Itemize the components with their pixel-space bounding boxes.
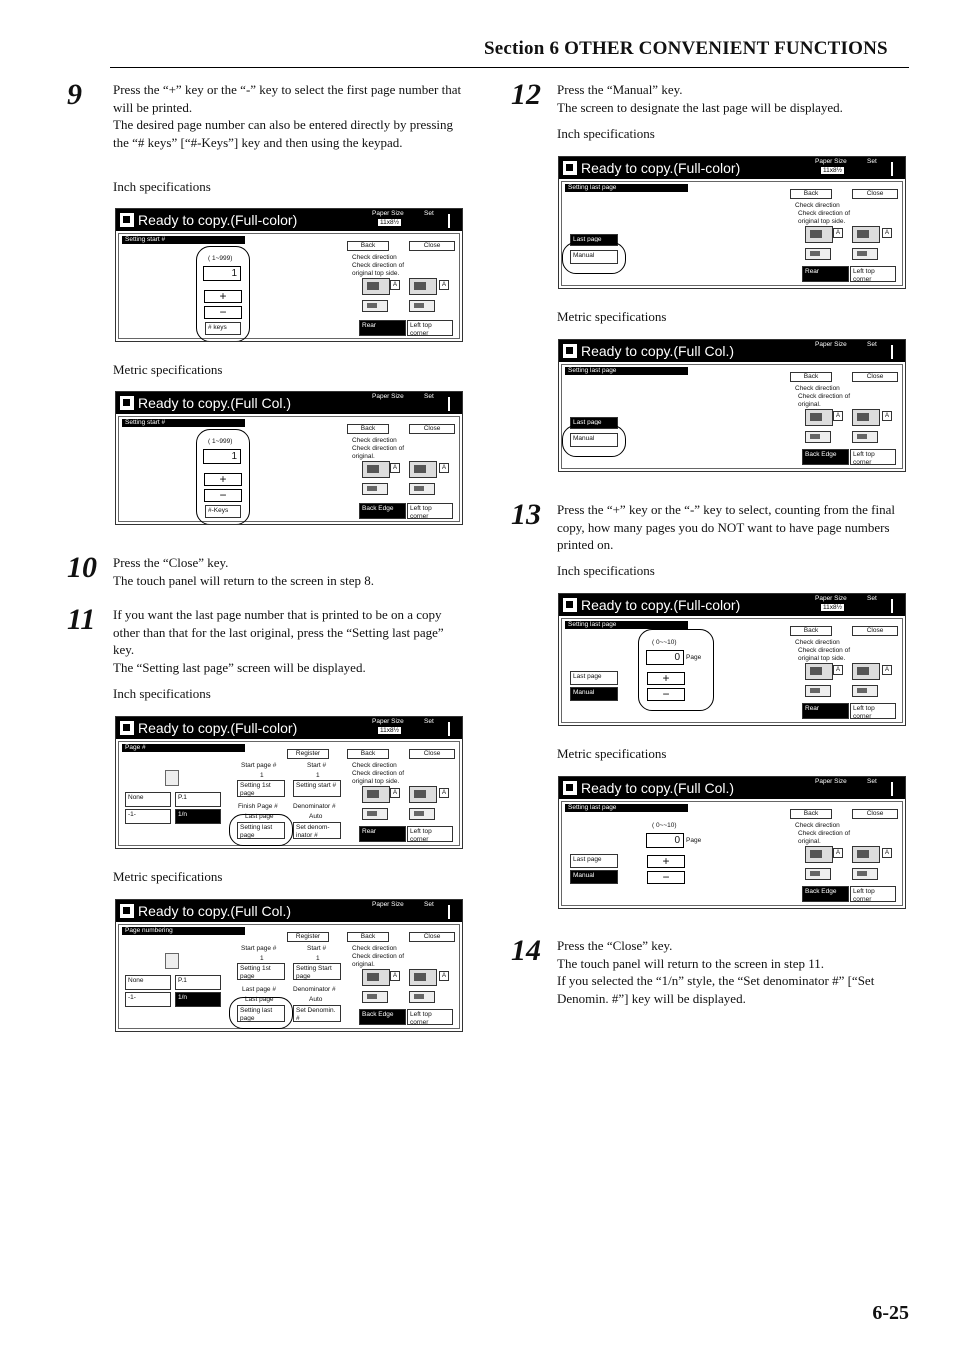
paper-size-label: Paper Size [815, 158, 847, 165]
orientation-side-icon[interactable] [852, 663, 880, 680]
orientation-small-icon [362, 300, 388, 312]
start-page-label: Start page # [241, 762, 277, 769]
orientation-small-icon [362, 808, 388, 820]
paper-size-label: Paper Size [372, 210, 404, 217]
sub-title-bar: Page # [122, 744, 245, 752]
step-9-line-2: The desired page number can also be entered directly by pressing the “# keys” [“#-Keys”] key and then using the keypad. [113, 117, 454, 150]
left-top-corner-button[interactable]: Left top corner [407, 826, 453, 842]
page-unit-label: Page [686, 654, 702, 661]
paper-size-label: Paper Size [372, 393, 404, 400]
document-icon [563, 781, 577, 795]
panel-title: Ready to copy.(Full-color) [138, 720, 298, 736]
check-direction-label: Check direction [352, 762, 397, 769]
paper-size-label: Paper Size [815, 595, 847, 602]
panel-title: Ready to copy.(Full Col.) [581, 780, 735, 796]
step-14-line-3: If you selected the “1/n” style, the “Set denominator #” [“Set Denomin. #”] key will be displayed. [557, 973, 875, 1006]
set-count-bar [448, 214, 450, 228]
step-9-line-1: Press the “+” key or the “-” key to select the first page number that will be printed. [113, 82, 462, 115]
p1-button[interactable]: P.1 [175, 975, 221, 990]
check-direction-label: Check direction [795, 202, 840, 209]
orientation-side-icon[interactable] [852, 846, 880, 863]
orientation-small-icon [852, 685, 878, 697]
highlight-oval [562, 425, 626, 457]
panel-manual-metric [558, 776, 906, 909]
step-12-number: 12 [511, 78, 541, 111]
set-label: Set [424, 901, 434, 908]
minus-button[interactable]: − [204, 306, 242, 319]
keys-button[interactable]: # keys [205, 322, 241, 335]
denominator-label: Denominator # [293, 803, 336, 810]
last-page-button[interactable]: Last page [570, 234, 618, 246]
check-direction-detail: Check direction of original. [352, 445, 405, 460]
document-icon [120, 213, 134, 227]
plus-button[interactable]: + [204, 473, 242, 486]
check-direction-label: Check direction [352, 437, 397, 444]
letter-a-icon: A [439, 971, 449, 981]
plus-button[interactable]: + [647, 672, 685, 685]
paper-size-value: 11x8½ [380, 219, 400, 226]
one-n-button[interactable]: 1/n [175, 809, 221, 824]
step-12-line-1: Press the “Manual” key. [557, 82, 683, 97]
orientation-top-icon[interactable] [362, 969, 390, 986]
step-14-line-1: Press the “Close” key. [557, 938, 673, 953]
caption-metric: Metric specifications [113, 869, 223, 884]
panel-body [118, 741, 460, 846]
set-label: Set [867, 778, 877, 785]
orientation-small-icon [409, 483, 435, 495]
orientation-side-icon[interactable] [852, 226, 880, 243]
document-icon [563, 344, 577, 358]
set-denominator-button[interactable]: Set Denomin. # [293, 1005, 341, 1022]
minus-button[interactable]: − [647, 871, 685, 884]
back-button[interactable]: Back [790, 189, 832, 199]
rear-button[interactable]: Rear [359, 826, 406, 842]
letter-a-icon: A [439, 788, 449, 798]
back-edge-button[interactable]: Back Edge [802, 449, 849, 465]
orientation-small-icon [362, 483, 388, 495]
letter-a-icon: A [882, 411, 892, 421]
letter-a-icon: A [833, 848, 843, 858]
letter-a-icon: A [439, 463, 449, 473]
paper-size-label: Paper Size [815, 341, 847, 348]
setting-last-page-button[interactable]: Setting last page [237, 822, 285, 839]
orientation-top-icon[interactable] [362, 461, 390, 478]
letter-a-icon: A [439, 280, 449, 290]
panel-last-inch [558, 156, 906, 289]
none-button[interactable]: None [125, 975, 171, 990]
range-label: ( 1~999) [208, 255, 233, 262]
sub-title-bar: Setting last page [565, 804, 688, 812]
orientation-small-icon [805, 431, 831, 443]
setting-1st-page-button[interactable]: Setting 1st page [237, 780, 285, 797]
caption-metric: Metric specifications [557, 746, 667, 761]
register-button[interactable]: Register [287, 749, 329, 759]
orientation-side-icon[interactable] [852, 409, 880, 426]
letter-a-icon: A [390, 971, 400, 981]
panel-title-bar [116, 209, 462, 231]
letter-a-icon: A [882, 665, 892, 675]
last-page-button[interactable]: Last page [570, 854, 618, 868]
step-10-number: 10 [67, 551, 97, 584]
left-top-corner-button[interactable]: Left top corner [850, 886, 896, 902]
orientation-side-icon[interactable] [409, 278, 437, 295]
orientation-top-icon[interactable] [805, 663, 833, 680]
sub-title-bar: Page numbering [122, 927, 245, 935]
letter-a-icon: A [390, 280, 400, 290]
start-number-display: 1 [203, 449, 241, 464]
back-button[interactable]: Back [347, 424, 389, 434]
letter-a-icon: A [833, 411, 843, 421]
check-direction-detail: Check direction of original. [798, 830, 851, 845]
letter-a-icon: A [833, 665, 843, 675]
dash-1-button[interactable]: -1- [125, 992, 171, 1007]
rear-button[interactable]: Rear [359, 320, 406, 336]
orientation-small-icon [805, 248, 831, 260]
start-page-label: Start page # [241, 945, 277, 952]
start-number-value: 1 [316, 955, 320, 962]
start-number-label: Start # [307, 945, 327, 952]
back-button[interactable]: Back [790, 809, 832, 819]
orientation-small-icon [409, 300, 435, 312]
orientation-small-icon [805, 685, 831, 697]
set-count-bar [891, 782, 893, 796]
section-header: Section 6 OTHER CONVENIENT FUNCTIONS [484, 38, 888, 59]
register-button[interactable]: Register [287, 932, 329, 942]
panel-title: Ready to copy.(Full Col.) [138, 903, 292, 919]
caption-metric: Metric specifications [557, 309, 667, 324]
panel-start-inch [115, 208, 463, 342]
panel-page-inch [115, 716, 463, 849]
orientation-side-icon[interactable] [409, 461, 437, 478]
plus-button[interactable]: + [204, 290, 242, 303]
panel-title-bar [116, 900, 462, 922]
back-edge-button[interactable]: Back Edge [359, 503, 406, 519]
panel-body [561, 618, 903, 723]
start-number-value: 1 [316, 772, 320, 779]
left-top-corner-button[interactable]: Left top corner [850, 266, 896, 282]
orientation-top-icon[interactable] [362, 786, 390, 803]
panel-manual-inch [558, 593, 906, 726]
step-11-number: 11 [67, 603, 96, 636]
range-label: ( 0~~10) [652, 822, 677, 829]
step-14-text [557, 937, 909, 1007]
panel-title-bar [116, 392, 462, 414]
last-page-small-label: Last page [245, 996, 274, 1003]
orientation-small-icon [852, 868, 878, 880]
manual-button[interactable]: Manual [570, 250, 618, 264]
orientation-top-icon[interactable] [362, 278, 390, 295]
last-page-small-label: Last page [245, 813, 274, 820]
sub-title-bar: Setting last page [565, 621, 688, 629]
keys-button[interactable]: #-Keys [205, 505, 241, 518]
back-button[interactable]: Back [790, 372, 832, 382]
set-label: Set [867, 158, 877, 165]
step-14-number: 14 [511, 934, 541, 967]
set-count-bar [448, 905, 450, 919]
start-number-label: Start # [307, 762, 327, 769]
one-n-button[interactable]: 1/n [175, 992, 221, 1007]
check-direction-detail: Check direction of original top side. [352, 770, 405, 785]
plus-button[interactable]: + [647, 855, 685, 868]
orientation-side-icon[interactable] [409, 786, 437, 803]
sub-title-bar: Setting start # [122, 419, 245, 427]
panel-body [561, 181, 903, 286]
letter-a-icon: A [882, 228, 892, 238]
last-page-count-display: 0 [646, 650, 684, 665]
highlight-oval [229, 997, 293, 1029]
document-icon [563, 598, 577, 612]
dash-1-button[interactable]: -1- [125, 809, 171, 824]
orientation-small-icon [362, 991, 388, 1003]
manual-button[interactable]: Manual [570, 870, 618, 884]
step-11-line-1: If you want the last page number that is printed to be on a copy other than that for the last original, press the “Setting last page” key. [113, 607, 444, 657]
check-direction-detail: Check direction of original top side. [352, 262, 405, 277]
page-unit-label: Page [686, 837, 702, 844]
left-top-corner-button[interactable]: Left top corner [407, 320, 453, 336]
step-12-line-2: The screen to designate the last page will be displayed. [557, 99, 843, 115]
orientation-top-icon[interactable] [805, 409, 833, 426]
check-direction-detail: Check direction of original. [798, 393, 851, 408]
last-page-button[interactable]: Last page [570, 671, 618, 685]
caption-inch: Inch specifications [557, 563, 655, 578]
close-button[interactable]: Close [852, 626, 898, 636]
panel-body [561, 364, 903, 469]
last-page-label: Last page # [242, 986, 276, 993]
letter-a-icon: A [390, 463, 400, 473]
step-14-line-2: The touch panel will return to the screen in step 11. [557, 955, 825, 971]
close-button[interactable]: Close [409, 424, 455, 434]
setting-start-button[interactable]: Setting start # [293, 780, 341, 797]
panel-title: Ready to copy.(Full-color) [581, 597, 741, 613]
highlight-oval [196, 246, 250, 342]
panel-title-bar [116, 717, 462, 739]
denominator-value: Auto [309, 996, 323, 1003]
letter-a-icon: A [882, 848, 892, 858]
set-count-bar [891, 599, 893, 613]
close-button[interactable]: Close [852, 809, 898, 819]
close-button[interactable]: Close [409, 932, 455, 942]
orientation-small-icon [805, 868, 831, 880]
panel-title: Ready to copy.(Full-color) [581, 160, 741, 176]
panel-body [118, 924, 460, 1029]
close-button[interactable]: Close [852, 372, 898, 382]
panel-body [118, 416, 460, 522]
range-label: ( 1~999) [208, 438, 233, 445]
set-count-bar [448, 397, 450, 411]
last-page-count-display: 0 [646, 833, 684, 848]
range-label: ( 0~~10) [652, 639, 677, 646]
p1-button[interactable]: P.1 [175, 792, 221, 807]
panel-start-metric [115, 391, 463, 525]
step-10-text [113, 554, 463, 589]
check-direction-detail: Check direction of original top side. [798, 210, 851, 225]
panel-title-bar [559, 157, 905, 179]
minus-button[interactable]: − [647, 688, 685, 701]
set-count-bar [891, 345, 893, 359]
finish-page-label: Finish Page # [238, 803, 278, 810]
set-denominator-button[interactable]: Set denom-inator # [293, 822, 341, 839]
panel-body [118, 233, 460, 339]
sub-title-bar: Setting start # [122, 236, 245, 244]
start-page-value: 1 [260, 772, 264, 779]
left-top-corner-button[interactable]: Left top corner [407, 1009, 453, 1025]
document-icon [563, 161, 577, 175]
step-13-line-1: Press the “+” key or the “-” key to select, counting from the final copy, how many pages you do NOT want to have page numbers printed on. [557, 502, 895, 552]
check-direction-label: Check direction [795, 639, 840, 646]
highlight-oval [562, 242, 626, 274]
close-button[interactable]: Close [409, 241, 455, 251]
paper-size-value: 11x8½ [823, 167, 843, 174]
setting-1st-page-button[interactable]: Setting 1st page [237, 963, 285, 980]
step-10-line-2: The touch panel will return to the screen in step 8. [113, 572, 375, 588]
set-label: Set [424, 718, 434, 725]
check-direction-detail: Check direction of original top side. [798, 647, 851, 662]
orientation-small-icon [409, 808, 435, 820]
rear-button[interactable]: Rear [802, 703, 849, 719]
check-direction-label: Check direction [795, 385, 840, 392]
check-direction-detail: Check direction of original. [352, 953, 405, 968]
left-top-corner-button[interactable]: Left top corner [850, 703, 896, 719]
set-label: Set [867, 341, 877, 348]
sub-title-bar: Setting last page [565, 184, 688, 192]
header-rule [110, 67, 909, 68]
paper-size-value: 11x8½ [380, 727, 400, 734]
check-direction-label: Check direction [352, 945, 397, 952]
panel-body [561, 801, 903, 906]
step-13-number: 13 [511, 498, 541, 531]
check-direction-label: Check direction [352, 254, 397, 261]
panel-title-bar [559, 777, 905, 799]
panel-page-metric [115, 899, 463, 1032]
document-icon [120, 396, 134, 410]
paper-size-label: Paper Size [372, 718, 404, 725]
highlight-oval [638, 629, 714, 711]
back-button[interactable]: Back [347, 932, 389, 942]
close-button[interactable]: Close [409, 749, 455, 759]
set-count-bar [891, 162, 893, 176]
setting-start-page-button[interactable]: Setting Start page [293, 963, 341, 980]
setting-last-page-button[interactable]: Setting last page [237, 1005, 285, 1022]
letter-a-icon: A [833, 228, 843, 238]
step-9-text [113, 81, 463, 151]
back-button[interactable]: Back [347, 241, 389, 251]
set-count-bar [448, 722, 450, 736]
panel-title: Ready to copy.(Full Col.) [581, 343, 735, 359]
left-top-corner-button[interactable]: Left top corner [407, 503, 453, 519]
paper-size-value: 11x8½ [823, 604, 843, 611]
back-button[interactable]: Back [347, 749, 389, 759]
step-9-number: 9 [67, 78, 82, 111]
panel-last-metric [558, 339, 906, 472]
minus-button[interactable]: − [204, 489, 242, 502]
orientation-top-icon[interactable] [805, 846, 833, 863]
document-icon [120, 721, 134, 735]
orientation-side-icon[interactable] [409, 969, 437, 986]
back-button[interactable]: Back [790, 626, 832, 636]
close-button[interactable]: Close [852, 189, 898, 199]
step-11-text [113, 606, 463, 676]
rear-button[interactable]: Rear [802, 266, 849, 282]
document-icon [120, 904, 134, 918]
start-page-value: 1 [260, 955, 264, 962]
back-edge-button[interactable]: Back Edge [802, 886, 849, 902]
set-label: Set [867, 595, 877, 602]
denominator-label: Denominator # [293, 986, 336, 993]
manual-button[interactable]: Manual [570, 433, 618, 447]
letter-a-icon: A [390, 788, 400, 798]
start-number-display: 1 [203, 266, 241, 281]
set-label: Set [424, 210, 434, 217]
orientation-small-icon [409, 991, 435, 1003]
step-10-line-1: Press the “Close” key. [113, 555, 229, 570]
left-top-corner-button[interactable]: Left top corner [850, 449, 896, 465]
denominator-value: Auto [309, 813, 323, 820]
orientation-small-icon [852, 431, 878, 443]
orientation-small-icon [852, 248, 878, 260]
highlight-oval [229, 814, 293, 846]
page-number: 6-25 [872, 1302, 909, 1324]
panel-title-bar [559, 594, 905, 616]
check-direction-label: Check direction [795, 822, 840, 829]
paper-size-label: Paper Size [815, 778, 847, 785]
manual-button[interactable]: Manual [570, 687, 618, 701]
orientation-top-icon[interactable] [805, 226, 833, 243]
panel-title: Ready to copy.(Full-color) [138, 212, 298, 228]
caption-inch: Inch specifications [113, 179, 211, 194]
set-label: Set [424, 393, 434, 400]
last-page-button[interactable]: Last page [570, 417, 618, 429]
back-edge-button[interactable]: Back Edge [359, 1009, 406, 1025]
step-13-text [557, 501, 909, 554]
panel-title: Ready to copy.(Full Col.) [138, 395, 292, 411]
sub-title-bar: Setting last page [565, 367, 688, 375]
step-11-line-2: The “Setting last page” screen will be displayed. [113, 659, 366, 675]
none-button[interactable]: None [125, 792, 171, 807]
highlight-oval [196, 429, 250, 525]
paper-size-label: Paper Size [372, 901, 404, 908]
caption-inch: Inch specifications [557, 126, 655, 141]
step-12-text [557, 81, 909, 116]
panel-title-bar [559, 340, 905, 362]
caption-metric: Metric specifications [113, 362, 223, 377]
page-number-style-icon [165, 953, 179, 969]
caption-inch: Inch specifications [113, 686, 211, 701]
page-number-style-icon [165, 770, 179, 786]
